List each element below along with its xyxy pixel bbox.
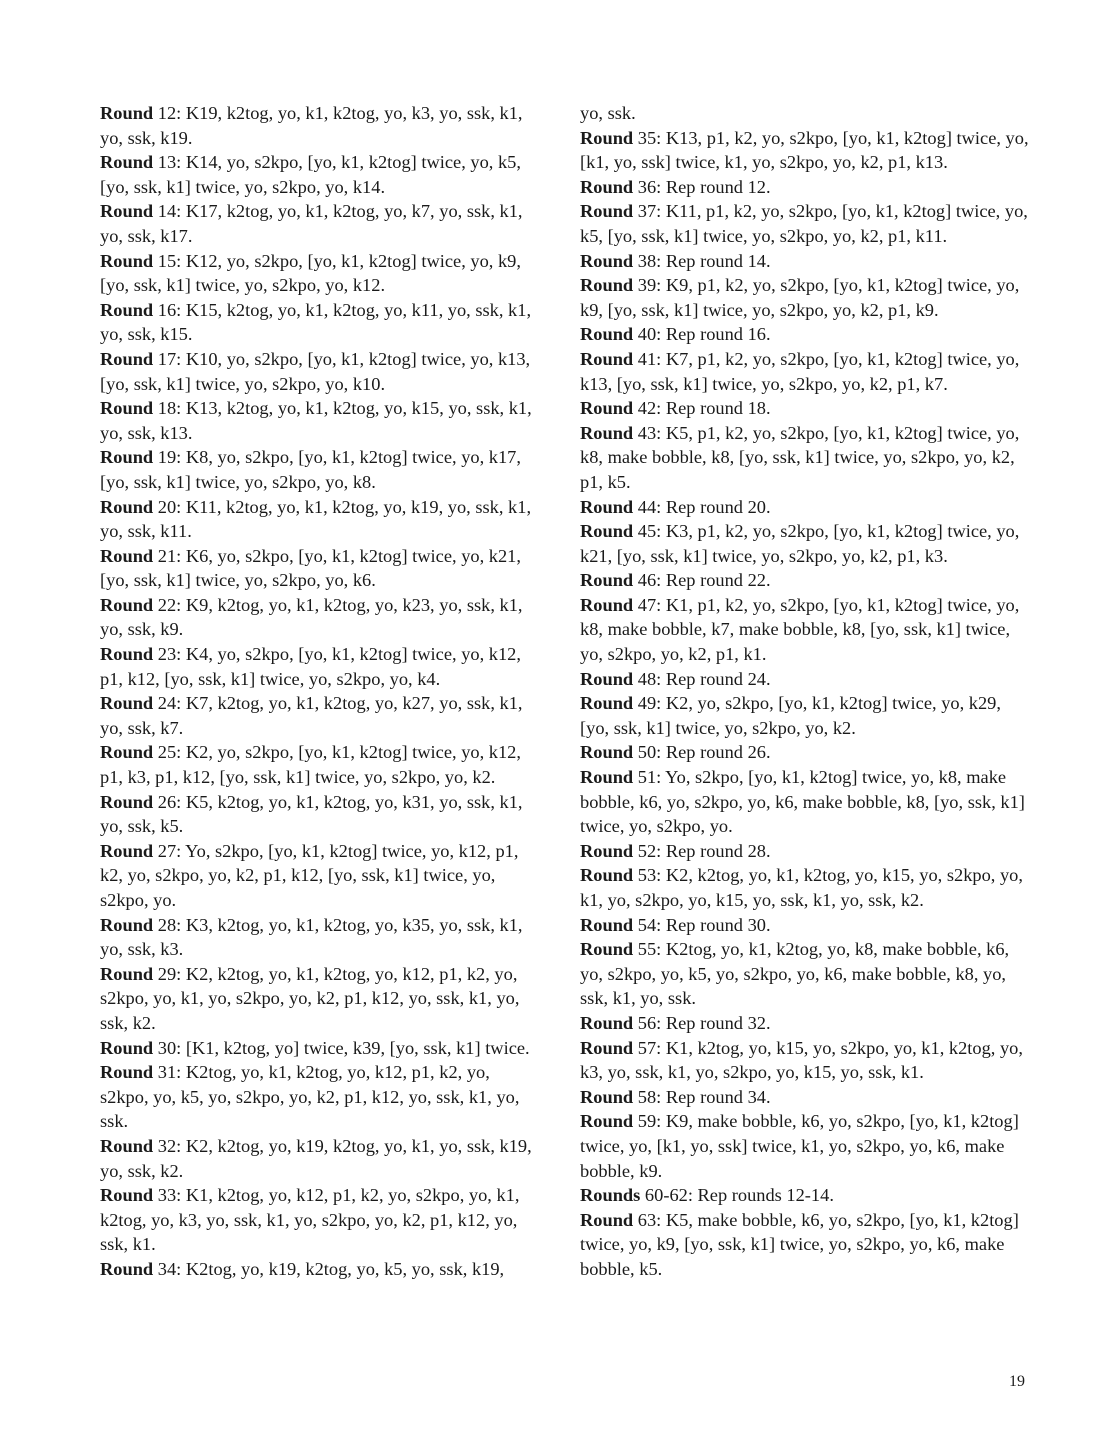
pattern-round-entry [580, 937, 1032, 1011]
round-label: Round [580, 1111, 634, 1132]
round-label: Round [580, 693, 634, 714]
pattern-round-entry [100, 544, 540, 593]
round-label: Round [580, 275, 634, 296]
round-label: Round [580, 767, 634, 788]
round-label: Round [580, 324, 634, 345]
pattern-round-entry [580, 839, 1032, 864]
round-instructions: 42: Rep round 18. [633, 398, 771, 419]
pattern-round-entry [580, 1036, 1032, 1085]
pattern-round-entry [100, 740, 540, 789]
pattern-round-entry [580, 101, 1032, 126]
round-label: Round [100, 1135, 154, 1156]
round-label: Round [100, 398, 154, 419]
round-instructions: 54: Rep round 30. [633, 914, 771, 935]
pattern-round-entry [580, 396, 1032, 421]
round-instructions: 21: K6, yo, s2kpo, [yo, k1, k2tog] twice, yo, k21, [yo, ssk, k1] twice, yo, s2kpo, yo, k6. [100, 545, 521, 591]
round-label: Round [100, 545, 154, 566]
pattern-round-entry [580, 740, 1032, 765]
round-label: Round [100, 299, 154, 320]
round-label: Round [100, 594, 154, 615]
round-instructions: 50: Rep round 26. [633, 742, 771, 763]
pattern-round-entry [100, 445, 540, 494]
pattern-round-entry [580, 126, 1032, 175]
round-instructions: 53: K2, k2tog, yo, k1, k2tog, yo, k15, yo, s2kpo, yo, k1, yo, s2kpo, yo, k15, yo, ssk, k1, yo, ssk, k2. [580, 865, 1023, 910]
pattern-round-entry [580, 273, 1032, 322]
round-label: Round [100, 447, 154, 468]
pattern-round-entry [100, 101, 540, 150]
round-instructions: 28: K3, k2tog, yo, k1, k2tog, yo, k35, yo, ssk, k1, yo, ssk, k3. [100, 914, 523, 960]
round-instructions: 45: K3, p1, k2, yo, s2kpo, [yo, k1, k2tog] twice, yo, k21, [yo, ssk, k1] twice, yo, s2kpo, yo, k2, p1, k3. [580, 521, 1020, 566]
round-label: Round [100, 201, 154, 222]
round-instructions: 37: K11, p1, k2, yo, s2kpo, [yo, k1, k2tog] twice, yo, k5, [yo, ssk, k1] twice, yo, s2kpo, yo, k2, p1, k11. [580, 201, 1028, 246]
pattern-round-entry [100, 642, 540, 691]
round-label: Round [100, 693, 154, 714]
round-label: Round [100, 1185, 154, 1206]
pattern-round-entry [580, 322, 1032, 347]
pattern-round-entry [580, 347, 1032, 396]
pattern-round-entry [580, 568, 1032, 593]
round-instructions: 41: K7, p1, k2, yo, s2kpo, [yo, k1, k2tog] twice, yo, k13, [yo, ssk, k1] twice, yo, s2kpo, yo, k2, p1, k7. [580, 348, 1020, 394]
round-instructions: 40: Rep round 16. [633, 324, 771, 345]
round-label: Round [580, 570, 634, 591]
round-label: Round [580, 668, 634, 689]
pattern-round-entry [100, 790, 540, 839]
pattern-round-entry [100, 593, 540, 642]
round-label: Round [100, 1062, 154, 1083]
round-instructions: 32: K2, k2tog, yo, k19, k2tog, yo, k1, yo, ssk, k19, yo, ssk, k2. [100, 1135, 532, 1181]
pattern-round-entry [100, 1036, 540, 1061]
pattern-round-entry [100, 1257, 540, 1282]
pattern-round-entry [100, 199, 540, 248]
pattern-round-entry [580, 1183, 1032, 1208]
round-instructions: 34: K2tog, yo, k19, k2tog, yo, k5, yo, ssk, k19, [153, 1258, 505, 1279]
round-instructions: 15: K12, yo, s2kpo, [yo, k1, k2tog] twice, yo, k9, [yo, ssk, k1] twice, yo, s2kpo, yo, k12. [100, 250, 521, 296]
round-instructions: 20: K11, k2tog, yo, k1, k2tog, yo, k19, yo, ssk, k1, yo, ssk, k11. [100, 496, 532, 542]
round-instructions: 47: K1, p1, k2, yo, s2kpo, [yo, k1, k2tog] twice, yo, k8, make bobble, k7, make bobble, k8, [yo, ssk, k1] twice, yo, s2kpo, yo, k2, p1, k1. [580, 594, 1020, 665]
pattern-round-entry [100, 1060, 540, 1134]
round-label: Round [100, 496, 154, 517]
round-label: Round [580, 496, 634, 517]
round-label: Round [100, 840, 154, 861]
round-label: Round [100, 103, 154, 123]
round-instructions: 51: Yo, s2kpo, [yo, k1, k2tog] twice, yo, k8, make bobble, k6, yo, s2kpo, yo, k6, make bobble, k8, [yo, ssk, k1] twice, yo, s2kpo, yo. [580, 767, 1025, 837]
round-instructions: 60-62: Rep rounds 12-14. [640, 1185, 834, 1206]
left-column [100, 101, 540, 1282]
round-label: Round [580, 422, 634, 443]
pattern-round-entry [580, 765, 1032, 839]
round-instructions: 24: K7, k2tog, yo, k1, k2tog, yo, k27, yo, ssk, k1, yo, ssk, k7. [100, 693, 523, 738]
round-instructions: 19: K8, yo, s2kpo, [yo, k1, k2tog] twice, yo, k17, [yo, ssk, k1] twice, yo, s2kpo, yo, k8. [100, 447, 521, 492]
round-label: Round [580, 521, 634, 542]
pattern-round-entry [580, 421, 1032, 495]
pattern-round-entry [580, 667, 1032, 692]
pattern-round-entry [100, 495, 540, 544]
pattern-round-entry [100, 249, 540, 298]
pattern-round-entry [580, 691, 1032, 740]
round-instructions: 57: K1, k2tog, yo, k15, yo, s2kpo, yo, k1, k2tog, yo, k3, yo, ssk, k1, yo, s2kpo, yo, k15, yo, ssk, k1. [580, 1037, 1023, 1083]
pattern-round-entry [580, 593, 1032, 667]
round-label: Round [100, 742, 154, 763]
round-label: Round [580, 840, 634, 861]
pattern-round-entry [100, 150, 540, 199]
round-label: Round [580, 201, 634, 222]
round-label: Round [100, 152, 154, 173]
pattern-round-entry [580, 519, 1032, 568]
round-label: Round [100, 348, 154, 369]
round-instructions: 48: Rep round 24. [633, 668, 771, 689]
round-instructions: 25: K2, yo, s2kpo, [yo, k1, k2tog] twice, yo, k12, p1, k3, p1, k12, [yo, ssk, k1] twice, yo, s2kpo, yo, k2. [100, 742, 521, 788]
pattern-round-entry [580, 1208, 1032, 1282]
round-label: Round [100, 250, 154, 271]
round-instructions: 26: K5, k2tog, yo, k1, k2tog, yo, k31, yo, ssk, k1, yo, ssk, k5. [100, 791, 523, 837]
round-label: Round [580, 176, 634, 197]
pattern-round-entry [580, 175, 1032, 200]
round-label: Round [580, 742, 634, 763]
pattern-round-entry [580, 495, 1032, 520]
round-instructions: 31: K2tog, yo, k1, k2tog, yo, k12, p1, k2, yo, s2kpo, yo, k5, yo, s2kpo, yo, k2, p1, k12, yo, ssk, k1, yo, ssk. [100, 1062, 520, 1132]
round-instructions: 63: K5, make bobble, k6, yo, s2kpo, [yo, k1, k2tog] twice, yo, k9, [yo, ssk, k1] twice, yo, s2kpo, yo, k6, make bobble, k5. [580, 1209, 1019, 1279]
round-instructions: 23: K4, yo, s2kpo, [yo, k1, k2tog] twice, yo, k12, p1, k12, [yo, ssk, k1] twice, yo, s2kpo, yo, k4. [100, 644, 521, 689]
round-instructions: 29: K2, k2tog, yo, k1, k2tog, yo, k12, p1, k2, yo, s2kpo, yo, k1, yo, s2kpo, yo, k2, p1, k12, yo, ssk, k1, yo, ssk, k2. [100, 963, 520, 1033]
pattern-round-entry [580, 249, 1032, 274]
round-instructions: 30: [K1, k2tog, yo] twice, k39, [yo, ssk, k1] twice. [153, 1037, 530, 1058]
pattern-round-entry [100, 839, 540, 913]
round-label: Round [100, 1258, 154, 1279]
round-instructions: 13: K14, yo, s2kpo, [yo, k1, k2tog] twice, yo, k5, [yo, ssk, k1] twice, yo, s2kpo, yo, k14. [100, 152, 521, 197]
round-label: Round [580, 1012, 634, 1033]
round-label: Round [580, 914, 634, 935]
round-label: Round [100, 963, 154, 984]
round-instructions: 36: Rep round 12. [633, 176, 771, 197]
pattern-round-entry [580, 1109, 1032, 1183]
round-label: Rounds [580, 1185, 641, 1206]
round-label: Round [580, 1209, 634, 1230]
round-label: Round [580, 594, 634, 615]
pattern-round-entry [100, 691, 540, 740]
pattern-round-entry [100, 347, 540, 396]
round-instructions: 38: Rep round 14. [633, 250, 771, 271]
round-label: Round [580, 127, 634, 148]
round-label: Round [580, 939, 634, 960]
round-label: Round [100, 1037, 154, 1058]
round-instructions: 35: K13, p1, k2, yo, s2kpo, [yo, k1, k2tog] twice, yo, [k1, yo, ssk] twice, k1, yo, s2kpo, yo, k2, p1, k13. [580, 127, 1029, 173]
round-instructions: 46: Rep round 22. [633, 570, 771, 591]
pattern-round-entry [100, 962, 540, 1036]
pattern-round-entry [580, 913, 1032, 938]
pattern-round-entry [100, 1134, 540, 1183]
pattern-round-entry [100, 298, 540, 347]
pattern-round-entry [100, 396, 540, 445]
round-instructions: 27: Yo, s2kpo, [yo, k1, k2tog] twice, yo, k12, p1, k2, yo, s2kpo, yo, k2, p1, k12, [yo, ssk, k1] twice, yo, s2kpo, yo. [100, 840, 519, 910]
round-instructions: 14: K17, k2tog, yo, k1, k2tog, yo, k7, yo, ssk, k1, yo, ssk, k17. [100, 201, 523, 246]
round-label: Round [100, 791, 154, 812]
round-label: Round [100, 914, 154, 935]
pattern-round-entry [100, 1183, 540, 1257]
page-number: 19 [1009, 1373, 1025, 1390]
pattern-round-entry [100, 913, 540, 962]
round-label: Round [580, 865, 634, 886]
round-instructions: 59: K9, make bobble, k6, yo, s2kpo, [yo, k1, k2tog] twice, yo, [k1, yo, ssk] twice, k1, yo, s2kpo, yo, k6, make bobble, k9. [580, 1111, 1019, 1181]
right-column [580, 101, 1032, 1282]
round-instructions: 49: K2, yo, s2kpo, [yo, k1, k2tog] twice, yo, k29, [yo, ssk, k1] twice, yo, s2kpo, yo, k2. [580, 693, 1001, 738]
pattern-round-entry [580, 1011, 1032, 1036]
round-label: Round [580, 398, 634, 419]
round-label: Round [100, 644, 154, 665]
round-instructions: 18: K13, k2tog, yo, k1, k2tog, yo, k15, yo, ssk, k1, yo, ssk, k13. [100, 398, 532, 443]
pattern-round-entry [580, 863, 1032, 912]
pattern-round-entry [580, 199, 1032, 248]
round-instructions: 39: K9, p1, k2, yo, s2kpo, [yo, k1, k2tog] twice, yo, k9, [yo, ssk, k1] twice, yo, s2kpo, yo, k2, p1, k9. [580, 275, 1020, 320]
round-instructions: 55: K2tog, yo, k1, k2tog, yo, k8, make bobble, k6, yo, s2kpo, yo, k5, yo, s2kpo, yo, k6, make bobble, k8, yo, ssk, k1, yo, ssk. [580, 939, 1010, 1009]
round-label: Round [580, 348, 634, 369]
round-instructions: 12: K19, k2tog, yo, k1, k2tog, yo, k3, yo, ssk, k1, yo, ssk, k19. [100, 103, 523, 148]
round-instructions: 56: Rep round 32. [633, 1012, 771, 1033]
round-instructions: 52: Rep round 28. [633, 840, 771, 861]
pattern-round-entry [580, 1085, 1032, 1110]
round-instructions: 17: K10, yo, s2kpo, [yo, k1, k2tog] twice, yo, k13, [yo, ssk, k1] twice, yo, s2kpo, yo, k10. [100, 348, 531, 394]
round-instructions: yo, ssk. [580, 103, 636, 123]
round-label: Round [580, 1086, 634, 1107]
round-instructions: 22: K9, k2tog, yo, k1, k2tog, yo, k23, yo, ssk, k1, yo, ssk, k9. [100, 594, 523, 640]
round-label: Round [580, 1037, 634, 1058]
round-instructions: 43: K5, p1, k2, yo, s2kpo, [yo, k1, k2tog] twice, yo, k8, make bobble, k8, [yo, ssk, k1] twice, yo, s2kpo, yo, k2, p1, k5. [580, 422, 1020, 492]
round-instructions: 16: K15, k2tog, yo, k1, k2tog, yo, k11, yo, ssk, k1, yo, ssk, k15. [100, 299, 532, 345]
round-instructions: 58: Rep round 34. [633, 1086, 771, 1107]
round-label: Round [580, 250, 634, 271]
round-instructions: 44: Rep round 20. [633, 496, 771, 517]
round-instructions: 33: K1, k2tog, yo, k12, p1, k2, yo, s2kpo, yo, k1, k2tog, yo, k3, yo, ssk, k1, yo, s2kpo, yo, k2, p1, k12, yo, ssk, k1. [100, 1185, 520, 1255]
